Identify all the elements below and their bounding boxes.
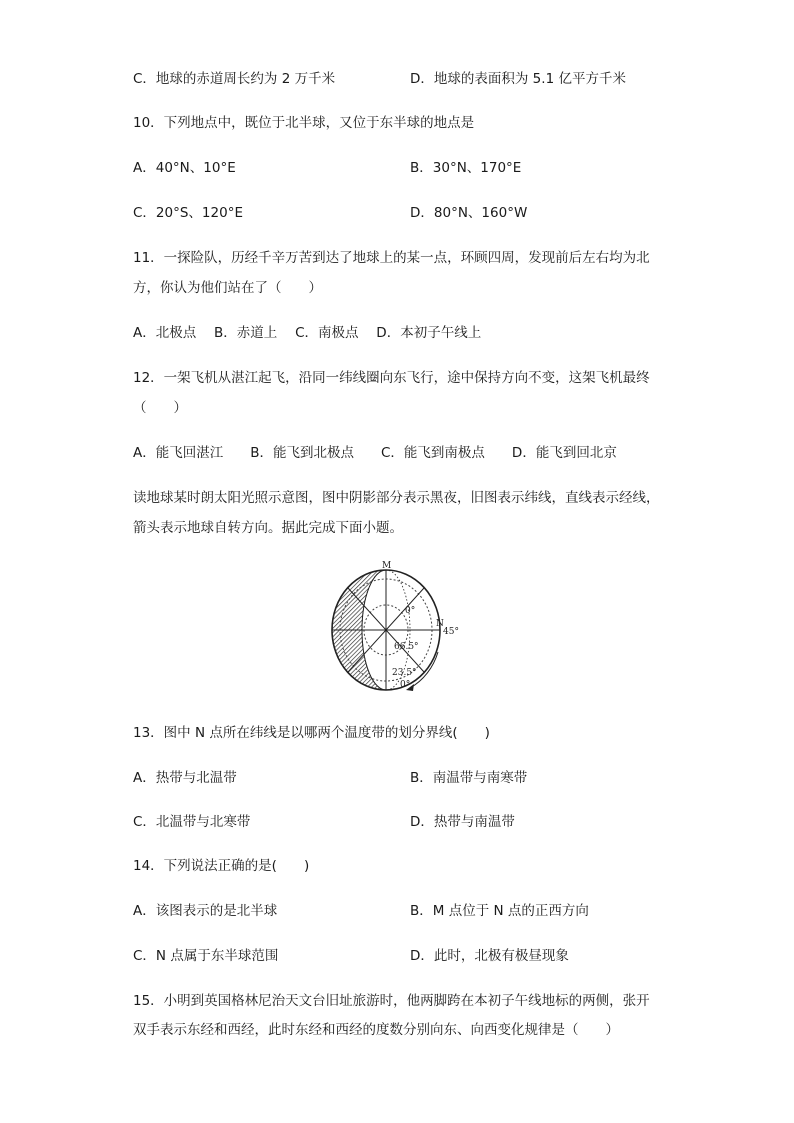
q11-options[interactable]: A．北极点 B．赤道上 C．南极点 D．本初子午线上 xyxy=(133,325,482,341)
q11-stem-line1: 11．一探险队，历经千辛万苦到达了地球上的某一点，环顾四周，发现前后左右均为北 xyxy=(133,250,650,266)
q13-options-row-2 xyxy=(0,810,794,830)
q13-option-b[interactable]: B．南温带与南寒带 xyxy=(410,770,528,786)
intro-row-2 xyxy=(0,516,794,536)
q14-options-row-2 xyxy=(0,944,794,964)
q12-stem-line2: （ ） xyxy=(133,400,187,416)
q14-option-b[interactable]: B．M 点位于 N 点的正西方向 xyxy=(410,903,589,919)
q10-option-c[interactable]: C．20°S、120°E xyxy=(133,205,243,221)
q13-option-a[interactable]: A．热带与北温带 xyxy=(133,770,237,786)
q9-options-row xyxy=(0,67,794,87)
q15-stem-line1: 15．小明到英国格林尼治天文台旧址旅游时，他两脚跨在本初子午线地标的两侧，张开 xyxy=(133,993,650,1009)
q12-stem-row-1 xyxy=(0,366,794,386)
q11-stem-row-2 xyxy=(0,276,794,296)
q13-stem-row xyxy=(0,721,794,741)
q12-options[interactable]: A．能飞回湛江 B．能飞到北极点 C．能飞到南极点 D．能飞到回北京 xyxy=(133,445,617,461)
intro-row-1 xyxy=(0,486,794,506)
q13-option-d[interactable]: D．热带与南温带 xyxy=(410,814,515,830)
q10-option-d[interactable]: D．80°N、160°W xyxy=(410,205,528,221)
q13-option-c[interactable]: C．北温带与北寒带 xyxy=(133,814,251,830)
label-23: 23.5° xyxy=(392,668,417,678)
q10-stem: 10．下列地点中，既位于北半球，又位于东半球的地点是 xyxy=(133,115,475,131)
meridian-lines xyxy=(332,570,440,690)
q11-options-row xyxy=(0,321,794,341)
q10-options-row-2 xyxy=(0,201,794,221)
intro-line1: 读地球某时朗太阳光照示意图，图中阴影部分表示黑夜，旧图表示纬线，直线表示经线， xyxy=(133,490,660,506)
q9-option-c[interactable]: C．地球的赤道周长约为 2 万千米 xyxy=(133,71,336,87)
q14-options-row-1 xyxy=(0,899,794,919)
label-66: 66.5° xyxy=(394,642,419,652)
earth-diagram xyxy=(320,560,470,695)
label-m: M xyxy=(382,561,392,571)
intro-line2: 箭头表示地球自转方向。据此完成下面小题。 xyxy=(133,520,403,536)
q15-stem-row-1 xyxy=(0,989,794,1009)
q13-stem: 13．图中 N 点所在纬线是以哪两个温度带的划分界线( ) xyxy=(133,725,490,741)
q14-option-d[interactable]: D．此时，北极有极昼现象 xyxy=(410,948,569,964)
q11-stem-line2: 方，你认为他们站在了（ ） xyxy=(133,280,322,296)
q14-stem: 14．下列说法正确的是( ) xyxy=(133,858,310,874)
q10-option-b[interactable]: B．30°N、170°E xyxy=(410,160,522,176)
q12-options-row xyxy=(0,441,794,461)
q14-stem-row xyxy=(0,854,794,874)
label-0-bottom: 0° xyxy=(400,680,411,690)
q11-stem-row-1 xyxy=(0,246,794,266)
q14-option-c[interactable]: C．N 点属于东半球范围 xyxy=(133,948,279,964)
q14-option-a[interactable]: A．该图表示的是北半球 xyxy=(133,903,278,919)
label-n: N xyxy=(436,619,444,629)
q13-options-row-1 xyxy=(0,766,794,786)
q10-options-row-1 xyxy=(0,156,794,176)
q12-stem-line1: 12．一架飞机从湛江起飞，沿同一纬线圈向东飞行，途中保持方向不变，这架飞机最终 xyxy=(133,370,650,386)
label-0-center: 0° xyxy=(405,606,416,616)
q15-stem-line2: 双手表示东经和西经，此时东经和西经的度数分别向东、向西变化规律是（ ） xyxy=(133,1022,619,1038)
q15-stem-row-2 xyxy=(0,1018,794,1038)
q9-option-d[interactable]: D．地球的表面积为 5.1 亿平方千米 xyxy=(410,71,626,87)
q10-option-a[interactable]: A．40°N、10°E xyxy=(133,160,236,176)
q12-stem-row-2 xyxy=(0,396,794,416)
earth-illumination-figure xyxy=(320,560,470,695)
label-45: 45° xyxy=(443,627,459,637)
q10-stem-row xyxy=(0,111,794,131)
